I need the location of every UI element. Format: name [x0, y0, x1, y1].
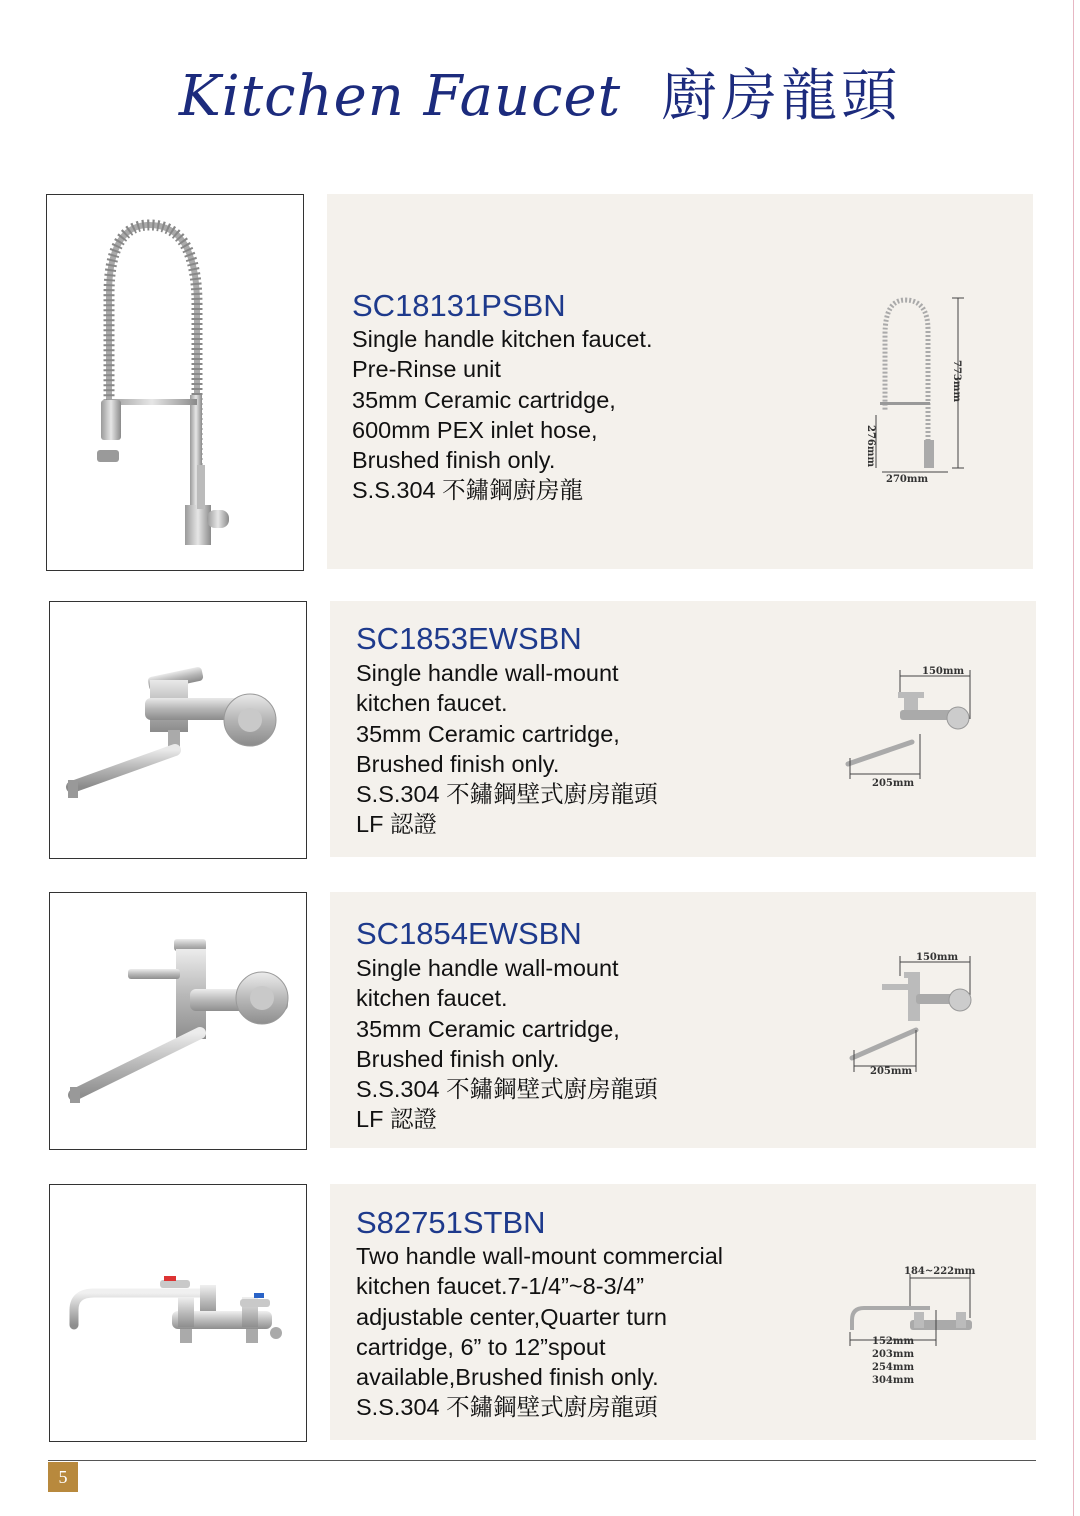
description-line: S.S.304 不鏽鋼壁式廚房龍頭 [356, 1076, 658, 1103]
description-line: S.S.304 不鏽鋼壁式廚房龍頭 [356, 781, 658, 808]
description-line: kitchen faucet.7-1/4”~8-3/4” [356, 1273, 645, 1300]
description-line: 35mm Ceramic cartridge, [356, 720, 620, 747]
spout-length-option: 254mm [872, 1362, 915, 1373]
description-line: 35mm Ceramic cartridge, [352, 386, 616, 413]
page-title [0, 52, 1080, 132]
footer-rule [48, 1460, 1036, 1461]
description-line: Brushed finish only. [356, 1045, 560, 1072]
description-line: LF 認證 [356, 1106, 437, 1133]
product-model: S82751STBN [356, 1205, 546, 1240]
width-dimension: 150mm [922, 666, 965, 677]
description-line: Single handle wall-mount [356, 955, 619, 981]
description-line: available,Brushed finish only. [356, 1364, 659, 1391]
description-line: 600mm PEX inlet hose, [352, 416, 598, 443]
description-line: Single handle kitchen faucet. [352, 326, 653, 352]
description-line: Two handle wall-mount commercial [356, 1243, 724, 1269]
reach-dimension: 205mm [870, 1066, 913, 1077]
description-line: S.S.304 不鏽鋼壁式廚房龍頭 [356, 1394, 658, 1421]
description-line: Brushed finish only. [352, 447, 556, 474]
spout-length-option: 304mm [872, 1375, 915, 1386]
dimension-drawing-sc1854ewsbn [840, 950, 980, 1080]
description-line: adjustable center,Quarter turn [356, 1303, 667, 1330]
product-description [356, 953, 658, 1135]
description-line: cartridge, 6” to 12”spout [356, 1333, 606, 1360]
description-line: 35mm Ceramic cartridge, [356, 1015, 620, 1042]
product-photo-sc1853ewsbn [49, 601, 307, 859]
two-handle-faucet-image [50, 1185, 306, 1441]
description-line: Pre-Rinse unit [352, 356, 501, 383]
page-title-english: Kitchen Faucet [178, 64, 622, 129]
center-dimension: 184~222mm [904, 1266, 976, 1277]
dimension-drawing-s82751stbn [840, 1260, 980, 1390]
spout-length-option: 203mm [872, 1349, 915, 1360]
product-description [352, 324, 653, 506]
description-line: kitchen faucet. [356, 690, 508, 717]
height-dimension: 773mm [951, 360, 962, 403]
product-description [356, 1241, 723, 1423]
product-model: SC1853EWSBN [356, 621, 582, 656]
dimension-drawing-sc1853ewsbn [840, 664, 980, 794]
page-edge-rule [1073, 0, 1074, 1516]
wall-mount-faucet-image [50, 602, 306, 858]
spout-length-option: 152mm [872, 1336, 915, 1347]
description-line: LF 認證 [356, 811, 437, 838]
page-title-chinese: 廚房龍頭 [661, 64, 902, 129]
product-description [356, 658, 658, 840]
reach-dimension: 270mm [886, 474, 929, 485]
product-model: SC1854EWSBN [356, 916, 582, 951]
product-photo-sc18131psbn [46, 194, 304, 571]
product-model: SC18131PSBN [352, 288, 566, 323]
pull-down-faucet-image [47, 195, 303, 570]
reach-dimension: 205mm [872, 778, 915, 789]
wall-mount-faucet-image [50, 893, 306, 1149]
product-photo-s82751stbn [49, 1184, 307, 1442]
description-line: S.S.304 不鏽鋼廚房龍 [352, 477, 584, 504]
description-line: kitchen faucet. [356, 985, 508, 1012]
page-number: 5 [48, 1462, 78, 1492]
product-photo-sc1854ewsbn [49, 892, 307, 1150]
description-line: Single handle wall-mount [356, 660, 619, 686]
width-dimension: 150mm [916, 952, 959, 963]
spout-height-dimension: 276mm [865, 425, 876, 468]
dimension-drawing-sc18131psbn [860, 290, 980, 490]
description-line: Brushed finish only. [356, 750, 560, 777]
